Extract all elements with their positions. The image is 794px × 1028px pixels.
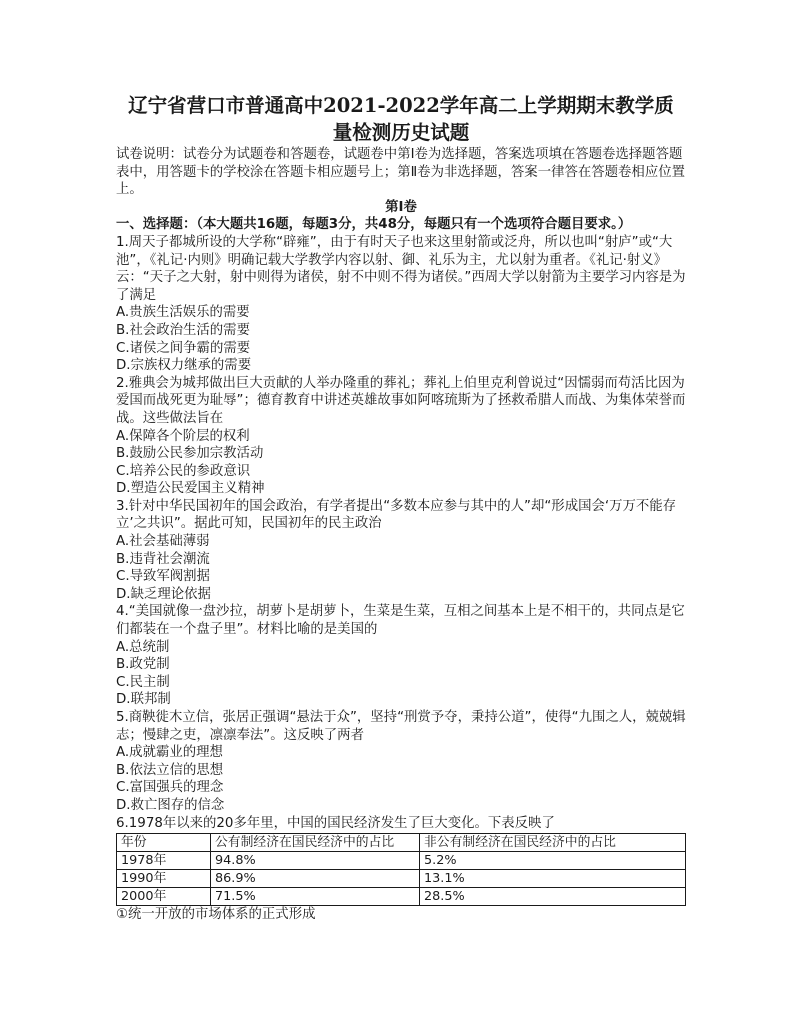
option-b: B.鼓励公民参加宗教活动	[116, 446, 264, 462]
option-d: D.联邦制	[116, 692, 171, 708]
option-b: B.政党制	[116, 657, 170, 673]
table-cell: 28.5%	[420, 888, 686, 906]
table-cell: 71.5%	[211, 888, 420, 906]
question-5	[116, 709, 686, 815]
instructions: 试卷说明：试卷分为试题卷和答题卷，试题卷中第Ⅰ卷为选择题，答案选项填在答题卷选择题答题表中，用答题卡的学校涂在答题卡相应题号上；第Ⅱ卷为非选择题，答案一律答在答题卷相应位置上。	[116, 147, 685, 198]
table-header-cell: 非公有制经济在国民经济中的占比	[420, 834, 686, 852]
option-a: A.总统制	[116, 639, 170, 655]
exam-title-line1: 辽宁省营口市普通高中2021-2022学年高二上学期期末教学质	[128, 94, 674, 117]
statement-1: ①统一开放的市场体系的正式形成	[116, 907, 316, 923]
option-b: B.社会政治生活的需要	[116, 322, 250, 338]
option-c: C.富国强兵的理念	[116, 780, 224, 796]
table-cell: 1978年	[117, 852, 211, 870]
table-header-cell: 公有制经济在国民经济中的占比	[211, 834, 420, 852]
question-stem: 3.针对中华民国初年的国会政治，有学者提出“多数本应参与其中的人”却“形成国会‘万万不能存立’之共识”。据此可知，民国初年的民主政治	[116, 498, 677, 532]
question-stem: 4.“美国就像一盘沙拉，胡萝卜是胡萝卜，生菜是生菜，互相之间基本上是不相干的，共同点是它们都装在一个盘子里”。材料比喻的是美国的	[116, 604, 685, 638]
option-d: D.塑造公民爱国主义精神	[116, 481, 265, 497]
question-2	[116, 375, 686, 498]
option-c: C.民主制	[116, 674, 170, 690]
question-1	[116, 234, 686, 375]
table-header-cell: 年份	[117, 834, 211, 852]
option-a: A.成就霸业的理想	[116, 745, 223, 761]
option-c: C.导致军阀割据	[116, 569, 210, 585]
table-cell: 94.8%	[211, 852, 420, 870]
table-row	[117, 888, 686, 906]
option-d: D.宗族权力继承的需要	[116, 358, 252, 374]
option-b: B.依法立信的思想	[116, 762, 224, 778]
question-4	[116, 603, 686, 709]
option-d: D.救亡图存的信念	[116, 797, 225, 813]
option-d: D.缺乏理论依据	[116, 586, 211, 602]
option-a: A.保障各个阶层的权利	[116, 428, 250, 444]
table-row	[117, 852, 686, 870]
table-cell: 13.1%	[420, 870, 686, 888]
question-stem: 2.雅典会为城邦做出巨大贡献的人举办隆重的葬礼；葬礼上伯里克利曾说过“因懦弱而苟活比因为爱国而战死更为耻辱”；德育教育中讲述英雄故事如阿喀琉斯为了拯救希腊人而战、为集体荣誉而战。这些做法旨在	[116, 375, 686, 426]
option-b: B.违背社会潮流	[116, 551, 210, 567]
question-6	[116, 815, 686, 924]
table-header-row	[117, 834, 686, 852]
option-c: C.诸侯之间争霸的需要	[116, 340, 251, 356]
question-3	[116, 498, 686, 604]
section-title: 第Ⅰ卷	[385, 199, 417, 215]
option-a: A.社会基础薄弱	[116, 534, 210, 550]
table-cell: 2000年	[117, 888, 211, 906]
table-cell: 5.2%	[420, 852, 686, 870]
exam-page	[116, 92, 686, 924]
exam-title	[104, 92, 698, 146]
exam-title-line2: 量检测历史试题	[332, 121, 470, 144]
option-c: C.培养公民的参政意识	[116, 463, 251, 479]
option-a: A.贵族生活娱乐的需要	[116, 305, 250, 321]
economy-table	[116, 833, 686, 906]
table-cell: 86.9%	[211, 870, 420, 888]
question-stem: 1.周天子都城所设的大学称“辟雍”，由于有时天子也来这里射箭或泛舟，所以也叫“射庐”或“大池”，《礼记·内则》明确记载大学教学内容以射、御、礼乐为主，尤以射为重者。《礼记·射义》云：“天子之大射，射中则得为诸侯，射不中则不得为诸侯。”西周大学以射箭为主要学习内容是为了满足	[116, 234, 686, 303]
part-heading: 一、选择题：（本大题共16题，每题3分，共48分，每题只有一个选项符合题目要求。）	[116, 217, 632, 233]
question-stem: 5.商鞅徙木立信，张居正强调“悬法于众”，坚持“刑赏予夺，秉持公道”，使得“九围之人，兢兢辑志；慢肆之吏，凛凛奉法”。这反映了两者	[116, 710, 686, 743]
table-cell: 1990年	[117, 870, 211, 888]
table-row	[117, 870, 686, 888]
question-stem: 6.1978年以来的20多年里，中国的国民经济发生了巨大变化。下表反映了	[116, 815, 555, 831]
